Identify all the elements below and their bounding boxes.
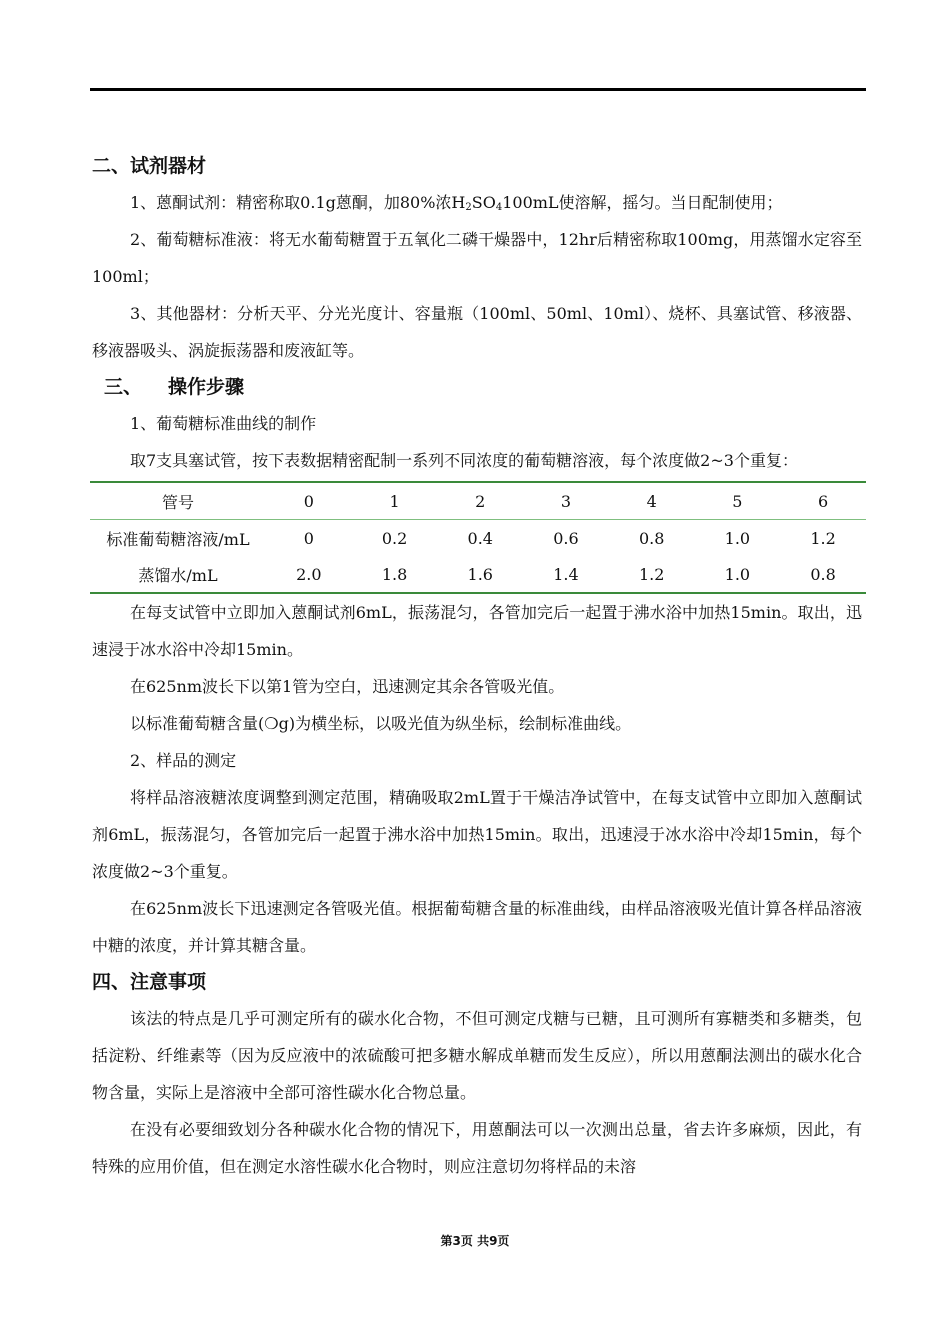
- notes-paragraph-1: 该法的特点是几乎可测定所有的碳水化合物，不但可测定戊糖与已糖，且可测所有寡糖类和多糖类，包括淀粉、纤维素等（因为反应液中的浓硫酸可把多糖水解成单糖而发生反应），所以用蒽酮法测出的碳水化合物含量，实际上是溶液中全部可溶性碳水化合物总量。: [92, 1009, 862, 1102]
- reagent-item-1-mid: SO: [471, 193, 496, 212]
- subheading-standard-curve: 1、葡萄糖标准曲线的制作: [130, 414, 317, 433]
- section2-heading: 二、试剂器材: [92, 155, 207, 177]
- table-header-cell: 0: [266, 482, 352, 520]
- header-rule: [90, 88, 866, 91]
- reagent-item-1-end: 100mL使溶解，摇匀。当日配制使用；: [502, 193, 783, 212]
- table-cell: 1.8: [381, 564, 408, 584]
- table-header-cell: 管号: [90, 482, 266, 520]
- table-cell: 1.0: [724, 528, 751, 548]
- procedure-paragraph-1: 在每支试管中立即加入蒽酮试剂6mL，振荡混匀，各管加完后一起置于沸水浴中加热15min。取出，迅速浸于冰水浴中冷却15min。: [92, 603, 862, 659]
- table-cell: 0: [303, 528, 314, 548]
- procedure-paragraph-2: 在625nm波长下以第1管为空白，迅速测定其余各管吸光值。: [130, 677, 565, 696]
- table-cell: 1.2: [810, 528, 836, 548]
- section4-heading: 四、注意事项: [92, 971, 207, 993]
- table-cell: 标准葡萄糖溶液/mL: [106, 529, 250, 549]
- procedure-paragraph-5: 在625nm波长下迅速测定各管吸光值。根据葡萄糖含量的标准曲线，由样品溶液吸光值计算各样品溶液中糖的浓度，并计算其糖含量。: [92, 899, 862, 955]
- table-row: [90, 520, 866, 557]
- procedure-paragraph-4: 将样品溶液糖浓度调整到测定范围，精确吸取2mL置于干燥洁净试管中，在每支试管中立即加入蒽酮试剂6mL，振荡混匀，各管加完后一起置于沸水浴中加热15min。取出，迅速浸于冰水浴中冷却15min，每个浓度做2~3个重复。: [92, 788, 862, 881]
- table-cell: 1.4: [553, 564, 579, 584]
- table-cell: 2.0: [296, 564, 322, 584]
- table-header-cell: 2: [437, 482, 523, 520]
- table-cell: 0.2: [381, 528, 408, 548]
- section3-heading-num: 三、: [104, 376, 143, 398]
- table-cell: 1.6: [467, 564, 493, 584]
- reagent-item-2: 2、葡萄糖标准液：将无水葡萄糖置于五氧化二磷干燥器中，12hr后精密称取100mg，用蒸馏水定容至100ml；: [92, 230, 862, 286]
- dilution-table: [90, 481, 866, 594]
- table-cell: 1.0: [724, 564, 751, 584]
- reagent-item-3: 3、其他器材：分析天平、分光光度计、容量瓶（100ml、50ml、10ml）、烧杯、具塞试管、移液器、移液器吸头、涡旋振荡器和废液缸等。: [92, 304, 862, 360]
- table-intro: 取7支具塞试管，按下表数据精密配制一系列不同浓度的葡萄糖溶液，每个浓度做2~3个重复：: [130, 451, 798, 470]
- table-header-cell: 4: [609, 482, 695, 520]
- table-cell: 1.2: [638, 564, 665, 584]
- procedure-paragraph-3: 以标准葡萄糖含量(❍g)为横坐标，以吸光值为纵坐标，绘制标准曲线。: [130, 714, 632, 733]
- reagent-item-1-text: 1、蒽酮试剂：精密称取0.1g蒽酮，加80%浓H: [130, 193, 466, 212]
- table-cell: 蒸馏水/mL: [138, 565, 218, 585]
- section3-heading: [92, 369, 862, 405]
- document-body: [92, 148, 862, 1185]
- table-header-cell: 3: [523, 482, 609, 520]
- notes-paragraph-2: 在没有必要细致划分各种碳水化合物的情况下，用蒽酮法可以一次测出总量，省去许多麻烦，因此，有特殊的应用价值，但在测定水溶性碳水化合物时，则应注意切勿将样品的未溶: [92, 1120, 862, 1176]
- table-row: [90, 556, 866, 593]
- subheading-sample-measurement: 2、样品的测定: [130, 751, 237, 770]
- section3-heading-text: 操作步骤: [168, 376, 245, 398]
- table-header-cell: 5: [695, 482, 781, 520]
- table-header-cell: 6: [780, 482, 866, 520]
- table-cell: 0.8: [638, 528, 665, 548]
- table-cell: 0.4: [467, 528, 493, 548]
- table-cell: 0.8: [810, 564, 836, 584]
- table-cell: 0.6: [553, 528, 579, 548]
- table-header-cell: 1: [352, 482, 438, 520]
- reagent-item-1: [92, 184, 862, 221]
- page-number-footer: 第3页 共9页: [440, 1234, 510, 1248]
- table-header-row: [90, 482, 866, 520]
- subscript-4: 4: [495, 202, 503, 213]
- subscript-2: 2: [465, 202, 472, 213]
